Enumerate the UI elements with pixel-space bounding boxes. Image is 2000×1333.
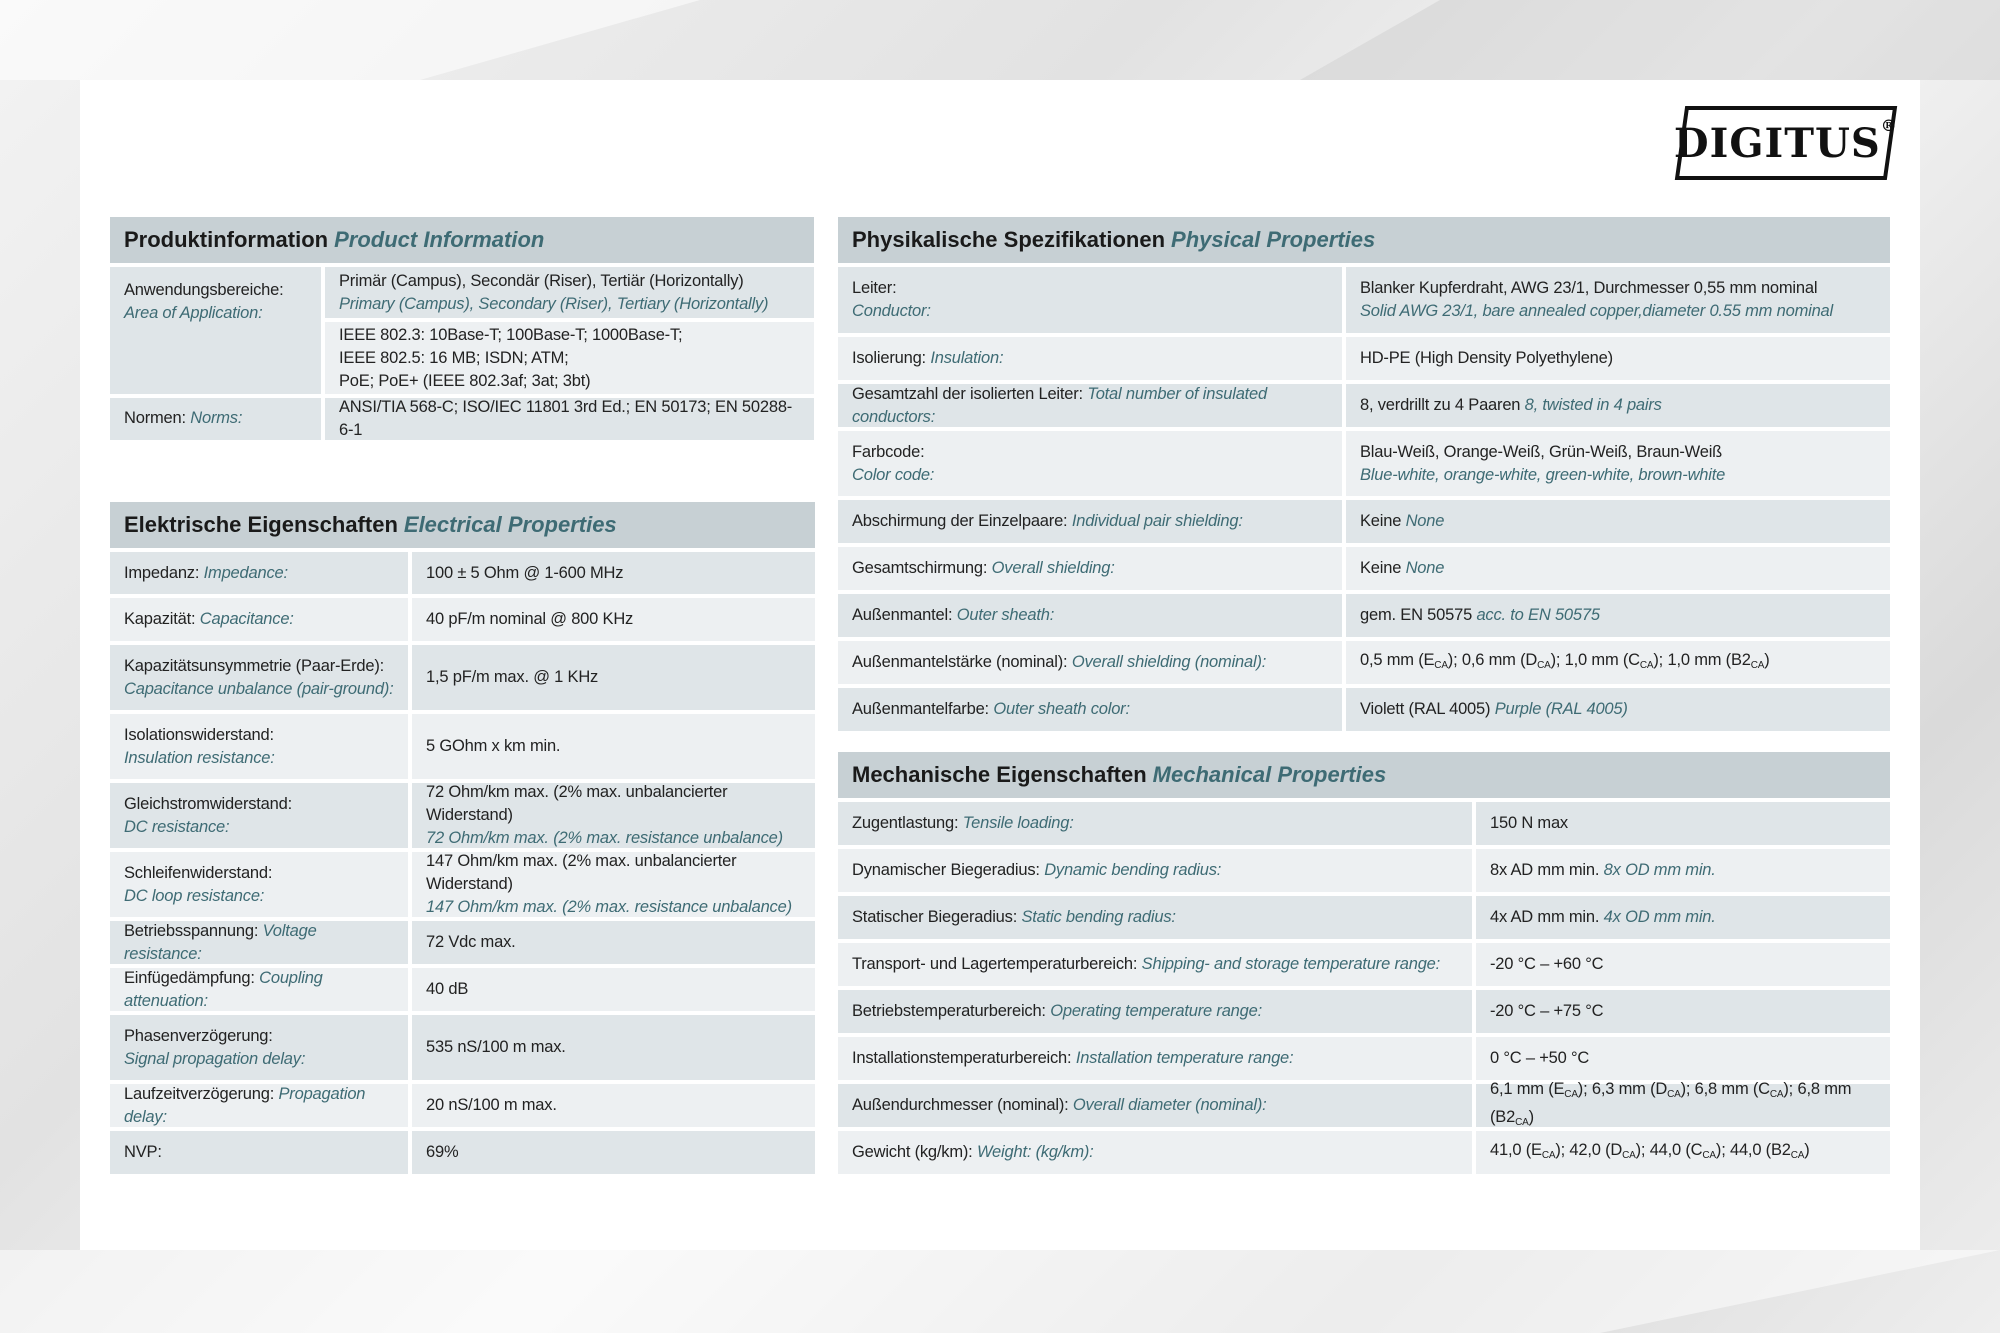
row-label: Laufzeitverzögerung: Propagation delay: xyxy=(110,1084,408,1127)
row-value: 147 Ohm/km max. (2% max. unbalancierter Widerstand) 147 Ohm/km max. (2% max. resistance unbalance) xyxy=(412,852,815,917)
row-label: Leiter: Conductor: xyxy=(838,267,1342,333)
section-header: Mechanische Eigenschaften Mechanical Properties xyxy=(838,752,1890,798)
row-value: 8x AD mm min. 8x OD mm min. xyxy=(1476,849,1890,892)
table-row xyxy=(110,1084,815,1127)
table-row xyxy=(838,641,1890,684)
row-label: Gewicht (kg/km): Weight: (kg/km): xyxy=(838,1131,1472,1174)
table-row xyxy=(110,598,815,641)
row-value: 150 N max xyxy=(1476,802,1890,845)
row-value: 1,5 pF/m max. @ 1 KHz xyxy=(412,645,815,710)
row-label: Schleifenwiderstand: DC loop resistance: xyxy=(110,852,408,917)
row-value: Violett (RAL 4005) Purple (RAL 4005) xyxy=(1346,688,1890,731)
table-row xyxy=(110,921,815,964)
background-shape xyxy=(0,1250,2000,1333)
electrical-properties-section xyxy=(110,502,815,1178)
row-label: Kapazitätsunsymmetrie (Paar-Erde): Capacitance unbalance (pair-ground): xyxy=(110,645,408,710)
row-value: 535 nS/100 m max. xyxy=(412,1015,815,1080)
section-header: Physikalische Spezifikationen Physical Properties xyxy=(838,217,1890,263)
row-value: 6,1 mm $(E_{CA})$; 6,3 mm $(D_{CA})$; 6,8 mm $(C_{CA})$; 6,8 mm $(B2_{CA})$ xyxy=(1476,1084,1890,1127)
table-row xyxy=(110,1131,815,1174)
row-value: 72 Vdc max. xyxy=(412,921,815,964)
row-label: Installationstemperaturbereich: Installation temperature range: xyxy=(838,1037,1472,1080)
table-row xyxy=(838,849,1890,892)
row-value: gem. EN 50575 acc. to EN 50575 xyxy=(1346,594,1890,637)
row-label: Isolierung: Insulation: xyxy=(838,337,1342,380)
row-label: Impedanz: Impedance: xyxy=(110,552,408,594)
row-value: 40 pF/m nominal @ 800 KHz xyxy=(412,598,815,641)
row-label: Farbcode: Color code: xyxy=(838,431,1342,496)
row-label: Statischer Biegeradius: Static bending radius: xyxy=(838,896,1472,939)
table-row xyxy=(838,337,1890,380)
row-label: Außenmantel: Outer sheath: xyxy=(838,594,1342,637)
row-label: Zugentlastung: Tensile loading: xyxy=(838,802,1472,845)
registered-mark: ® xyxy=(1880,115,1898,135)
table-row xyxy=(838,384,1890,427)
table-row xyxy=(110,968,815,1011)
row-label: Phasenverzögerung: Signal propagation delay: xyxy=(110,1015,408,1080)
row-label: NVP: xyxy=(110,1131,408,1174)
table-row xyxy=(838,688,1890,731)
row-value: -20 °C – +75 °C xyxy=(1476,990,1890,1033)
row-label: Kapazität: Capacitance: xyxy=(110,598,408,641)
area-of-application-label: Anwendungsbereiche: Area of Application: xyxy=(110,267,321,394)
area-of-application-value: Primär (Campus), Secondär (Riser), Tertiär (Horizontally) Primary (Campus), Secondary (Riser), Tertiary (Horizontally) xyxy=(325,267,814,318)
row-label: Außendurchmesser (nominal): Overall diameter (nominal): xyxy=(838,1084,1472,1127)
table-row xyxy=(838,990,1890,1033)
table-row xyxy=(838,431,1890,496)
row-label: Betriebstemperaturbereich: Operating temperature range: xyxy=(838,990,1472,1033)
row-label: Abschirmung der Einzelpaare: Individual pair shielding: xyxy=(838,500,1342,543)
row-value: Keine None xyxy=(1346,547,1890,590)
digitus-logo xyxy=(1675,106,1897,180)
physical-properties-section xyxy=(838,217,1890,735)
row-value: HD-PE (High Density Polyethylene) xyxy=(1346,337,1890,380)
standards-value: IEEE 802.3: 10Base-T; 100Base-T; 1000Base-T; IEEE 802.5: 16 MB; ISDN; ATM; PoE; PoE+ (IEEE 802.3af; 3at; 3bt) xyxy=(325,322,814,394)
table-row xyxy=(838,802,1890,845)
table-row xyxy=(838,1131,1890,1174)
row-value: 0 °C – +50 °C xyxy=(1476,1037,1890,1080)
row-value: 100 ± 5 Ohm @ 1-600 MHz xyxy=(412,552,815,594)
row-value: Blanker Kupferdraht, AWG 23/1, Durchmesser 0,55 mm nominal Solid AWG 23/1, bare annealed copper,diameter 0.55 mm nominal xyxy=(1346,267,1890,333)
row-value: Blau-Weiß, Orange-Weiß, Grün-Weiß, Braun-Weiß Blue-white, orange-white, green-white, brown-white xyxy=(1346,431,1890,496)
table-row xyxy=(110,783,815,848)
product-information-section xyxy=(110,217,814,440)
table-row xyxy=(838,896,1890,939)
row-value: 72 Ohm/km max. (2% max. unbalancierter Widerstand) 72 Ohm/km max. (2% max. resistance unbalance) xyxy=(412,783,815,848)
section-header: Elektrische Eigenschaften Electrical Properties xyxy=(110,502,815,548)
row-value: 41,0 $(E_{CA})$; 42,0 $(D_{CA})$; 44,0 $(C_{CA})$; 44,0 $(B2_{CA})$ xyxy=(1476,1131,1890,1174)
table-row xyxy=(110,714,815,779)
row-value: 20 nS/100 m max. xyxy=(412,1084,815,1127)
norms-value: ANSI/TIA 568-C; ISO/IEC 11801 3rd Ed.; EN 50173; EN 50288-6-1 xyxy=(325,398,814,440)
row-value: Keine None xyxy=(1346,500,1890,543)
row-label: Außenmantelstärke (nominal): Overall shielding (nominal): xyxy=(838,641,1342,684)
table-row xyxy=(838,547,1890,590)
row-label: Einfügedämpfung: Coupling attenuation: xyxy=(110,968,408,1011)
table-row xyxy=(838,1079,1890,1128)
background-shape xyxy=(0,0,700,80)
table-row xyxy=(838,500,1890,543)
table-row xyxy=(110,552,815,594)
row-label: Dynamischer Biegeradius: Dynamic bending radius: xyxy=(838,849,1472,892)
row-label: Betriebsspannung: Voltage resistance: xyxy=(110,921,408,964)
row-value: 40 dB xyxy=(412,968,815,1011)
table-row xyxy=(838,943,1890,986)
table-row xyxy=(110,852,815,917)
row-value: 8, verdrillt zu 4 Paaren 8, twisted in 4 pairs xyxy=(1346,384,1890,427)
background-shape xyxy=(1300,0,2000,80)
row-label: Transport- und Lagertemperaturbereich: Shipping- and storage temperature range: xyxy=(838,943,1472,986)
row-value: 0,5 mm $(E_{CA})$; 0,6 mm $(D_{CA})$; 1,0 mm $(C_{CA})$; 1,0 mm $(B2_{CA})$ xyxy=(1346,641,1890,684)
mechanical-properties-section xyxy=(838,752,1890,1178)
norms-label: Normen: Norms: xyxy=(110,398,321,440)
row-label: Gleichstromwiderstand: DC resistance: xyxy=(110,783,408,848)
table-row xyxy=(110,645,815,710)
row-label: Außenmantelfarbe: Outer sheath color: xyxy=(838,688,1342,731)
row-value: 5 GOhm x km min. xyxy=(412,714,815,779)
table-row xyxy=(838,1037,1890,1080)
row-value: 69% xyxy=(412,1131,815,1174)
row-label: Isolationswiderstand: Insulation resistance: xyxy=(110,714,408,779)
logo-text: DIGITUS xyxy=(1674,119,1881,167)
row-label: Gesamtzahl der isolierten Leiter: Total number of insulated conductors: xyxy=(838,384,1342,427)
section-header: Produktinformation Product Information xyxy=(110,217,814,263)
row-value: 4x AD mm min. 4x OD mm min. xyxy=(1476,896,1890,939)
table-row xyxy=(110,1015,815,1080)
table-row xyxy=(838,594,1890,637)
row-value: -20 °C – +60 °C xyxy=(1476,943,1890,986)
table-row xyxy=(838,267,1890,333)
row-label: Gesamtschirmung: Overall shielding: xyxy=(838,547,1342,590)
